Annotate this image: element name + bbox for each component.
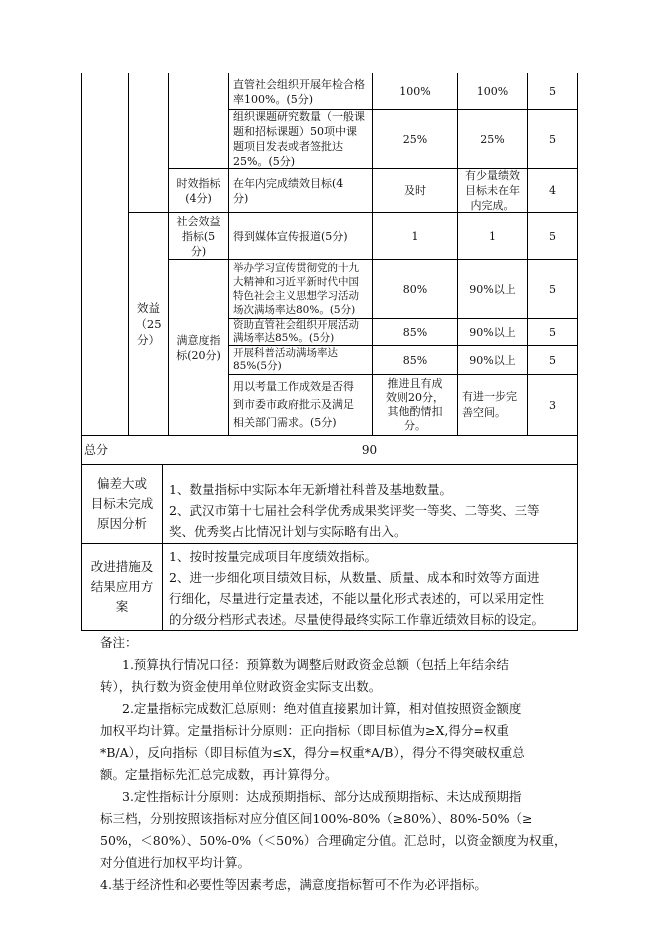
improvement-text [169, 546, 574, 630]
actual-cell: 1 [489, 229, 496, 243]
actual-cell: 有少量绩效 目标未在年 内完成。 [465, 169, 520, 212]
actual-cell: 90%以上 [469, 353, 516, 367]
total-label: 总分 [84, 442, 109, 457]
target-cell: 80% [402, 282, 428, 296]
improvement-line: 2、进一步细化项目绩效目标，从数量、质量、成本和时效等方面进 [169, 570, 540, 585]
score-cell: 3 [549, 398, 556, 412]
target-cell: 1 [411, 229, 419, 243]
deviation-line: 1、数量指标中实际本年无新增社科普及基地数量。 [169, 482, 452, 497]
actual-cell: 25% [480, 132, 505, 146]
indicator-cell: 开展科普活动满场率达 85%(5分) [233, 347, 338, 372]
indicator-cell: 资助直管社会组织开展活动 满场率达85%。(5分) [233, 319, 359, 344]
score-cell: 5 [549, 325, 556, 339]
target-cell: 100% [399, 85, 431, 98]
note-line: *B/A），反向指标（即目标值为≤X，得分=权重*A/B），得分不得突破权重总 [100, 745, 525, 760]
grid-line [81, 630, 578, 631]
note-line: 2.定量指标完成数汇总原则：绝对值直接累加计算，相对值按照资金额度 [122, 701, 522, 716]
level2-cell: 时效指标 (4分) [176, 176, 221, 205]
improvement-label: 改进措施及 结果应用方 案 [90, 559, 154, 614]
score-cell: 5 [549, 282, 556, 296]
target-cell: 85% [402, 325, 428, 339]
deviation-label: 偏差大或 目标未完成 原因分析 [90, 476, 154, 531]
table-border-right [577, 73, 578, 631]
notes-title: 备注： [100, 635, 138, 650]
total-value: 90 [361, 442, 378, 457]
improvement-line: 的分级分档形式表述。尽量使得最终实际工作靠近绩效目标的设定。 [169, 612, 545, 627]
benefit-label: 效益 （25 分） [135, 301, 162, 347]
indicator-cell: 直管社会组织开展年检合格 率100%。(5分) [233, 77, 365, 106]
target-cell: 及时 [404, 184, 426, 197]
note-line: 额。定量指标先汇总完成数，再计算得分。 [100, 767, 338, 782]
satisfaction-label: 满意度指 标(20分) [176, 333, 221, 362]
indicator-cell: 在年内完成绩效目标(4 分) [233, 176, 344, 205]
improvement-line: 1、按时按量完成项目年度绩效指标。 [169, 549, 377, 564]
indicator-cell: 组织课题研究数量（一般课 题和招标课题）50项中课 题项目发表或者签批达 25%。(5分) [233, 110, 365, 168]
deviation-line: 奖、优秀奖占比情况计划与实际略有出入。 [169, 524, 407, 539]
level2-cell: 社会效益 指标(5 分) [176, 214, 221, 258]
note-line: 加权平均计算。定量指标计分原则：正向指标（即目标值为≥X,得分=权重 [100, 723, 509, 738]
target-cell: 推进且有成 效则20分， 其他酌情扣 分。 [386, 377, 444, 432]
note-line: 对分值进行加权平均计算。 [100, 855, 251, 870]
note-line: 转），执行数为资金使用单位财政资金实际支出数。 [100, 679, 382, 694]
deviation-line: 2、武汉市第十七届社会科学优秀成果奖评奖一等奖、二等奖、三等 [169, 503, 540, 518]
actual-cell: 90%以上 [469, 325, 516, 339]
note-line: 1.预算执行情况口径：预算数为调整后财政资金总额（包括上年结余结 [122, 657, 509, 672]
improvement-line: 行细化，尽量进行定量表述，不能以量化形式表述的，可以采用定性 [169, 591, 545, 606]
actual-cell: 有进一步完 善空间。 [462, 390, 517, 419]
score-cell: 5 [549, 353, 556, 367]
score-cell: 5 [549, 132, 556, 146]
score-cell: 4 [549, 184, 556, 197]
note-line: 3.定性指标计分原则：达成预期指标、部分达成预期指标、未达成预期指 [122, 789, 522, 804]
grid-line [162, 464, 163, 631]
note-line: 50%，＜80%）、50%-0%（＜50%）合理确定分值。汇总时，以资金额度为权重， [100, 833, 567, 848]
indicator-cell: 用以考量工作成效是否得 到市委市政府批示及满足 相关部门需求。(5分) [233, 380, 354, 429]
note-line: 标三档，分别按照该指标对应分值区间100%-80%（≥80%）、80%-50%（≥ [100, 811, 533, 826]
indicator-cell: 得到媒体宣传报道(5分) [233, 229, 348, 243]
target-cell: 25% [402, 132, 428, 146]
actual-cell: 90%以上 [469, 282, 516, 296]
score-cell: 5 [549, 229, 556, 243]
target-cell: 85% [402, 353, 428, 367]
actual-cell: 100% [476, 85, 509, 98]
score-cell: 5 [549, 85, 556, 98]
indicator-cell: 举办学习宣传贯彻党的十九 大精神和习近平新时代中国 特色社会主义思想学习活动 场次满场率达80%。(5分) [233, 262, 359, 316]
deviation-text [169, 479, 574, 542]
note-line: 4.基于经济性和必要性等因素考虑，满意度指标暂可不作为必评指标。 [100, 877, 487, 892]
